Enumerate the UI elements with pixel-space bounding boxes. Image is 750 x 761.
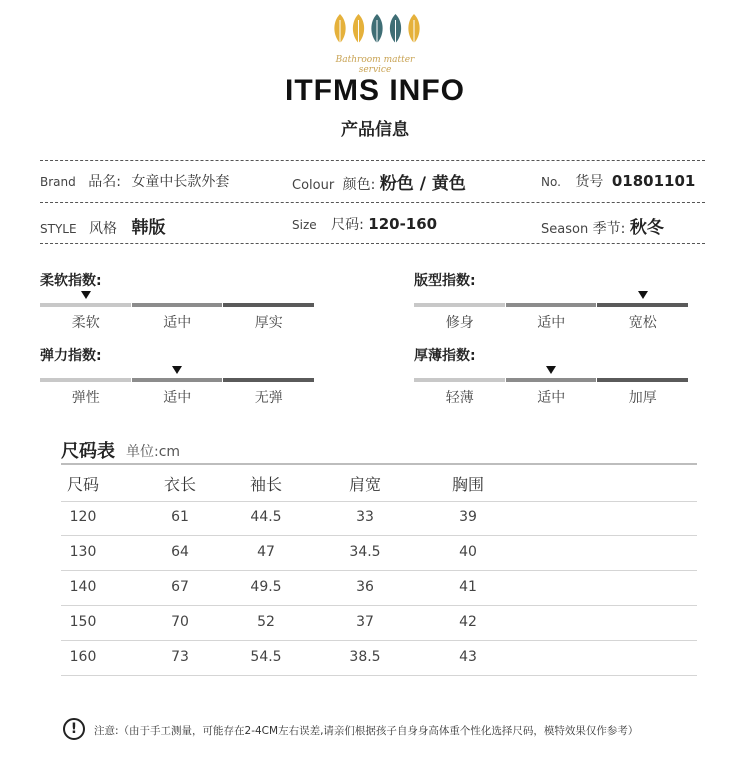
number-label-en: No. xyxy=(541,175,561,189)
thickness-scale-segment xyxy=(597,378,688,382)
size-table-unit: 单位:cm xyxy=(126,444,181,460)
elasticity-scale-segment xyxy=(132,378,223,382)
table-divider xyxy=(61,675,697,676)
style-field xyxy=(40,213,165,238)
number-label-cn: 货号 xyxy=(575,174,604,190)
season-label-cn: 季节: xyxy=(592,221,626,237)
elasticity-marker-icon xyxy=(172,366,182,374)
softness-marker-icon xyxy=(81,291,91,299)
fit-scale-segment xyxy=(414,303,505,307)
table-cell: 150 xyxy=(69,614,97,630)
softness-index-title: 柔软指数: xyxy=(40,273,102,289)
table-cell: 160 xyxy=(69,649,97,665)
size-label-en: Size xyxy=(292,218,317,232)
softness-option-label: 适中 xyxy=(163,315,192,331)
table-cell: 130 xyxy=(69,544,97,560)
fit-option-label: 适中 xyxy=(537,315,566,331)
fit-option-label: 修身 xyxy=(445,315,474,331)
table-cell: 40 xyxy=(459,544,477,560)
script-line-2: service xyxy=(358,65,392,75)
table-divider xyxy=(61,463,697,465)
table-cell: 67 xyxy=(171,579,189,595)
size-field xyxy=(292,214,437,234)
thickness-marker-icon xyxy=(546,366,556,374)
fit-option-label: 宽松 xyxy=(628,315,657,331)
elasticity-option-label: 无弹 xyxy=(254,390,283,406)
elasticity-scale-segment xyxy=(40,378,131,382)
table-cell: 140 xyxy=(69,579,97,595)
table-cell: 44.5 xyxy=(250,509,282,525)
colour-label-en: Colour xyxy=(292,178,335,193)
softness-scale-segment xyxy=(40,303,131,307)
table-cell: 70 xyxy=(171,614,189,630)
fit-index-title: 版型指数: xyxy=(414,273,476,289)
brand-label-en: Brand xyxy=(40,175,76,189)
elasticity-option-label: 适中 xyxy=(163,390,192,406)
table-header-cell: 尺码 xyxy=(66,475,99,494)
table-divider xyxy=(61,501,697,502)
table-divider xyxy=(61,640,697,641)
number-value: 01801101 xyxy=(611,172,696,190)
thickness-option-label: 加厚 xyxy=(628,390,657,406)
colour-field xyxy=(292,169,466,194)
number-field xyxy=(541,171,695,191)
thickness-index-title: 厚薄指数: xyxy=(414,348,476,364)
table-cell: 47 xyxy=(257,544,275,560)
table-cell: 120 xyxy=(69,509,97,525)
note-text: 注意:（由于手工测量，可能存在2-4CM左右误差,请亲们根据孩子自身身高体重个性化选择尺码，模特效果仅作参考） xyxy=(94,725,639,737)
style-label-en: STYLE xyxy=(40,222,77,236)
table-divider xyxy=(61,605,697,606)
table-cell: 43 xyxy=(459,649,477,665)
table-cell: 33 xyxy=(356,509,374,525)
table-cell: 38.5 xyxy=(349,649,381,665)
table-cell: 37 xyxy=(356,614,374,630)
leaves-icon xyxy=(331,12,423,52)
season-field xyxy=(541,213,664,238)
table-cell: 36 xyxy=(356,579,374,595)
colour-value: 粉色 / 黄色 xyxy=(379,174,466,194)
thickness-option-label: 轻薄 xyxy=(445,390,474,406)
thickness-option-label: 适中 xyxy=(537,390,566,406)
table-cell: 73 xyxy=(171,649,189,665)
table-header-cell: 衣长 xyxy=(163,475,196,494)
divider-bottom xyxy=(40,243,705,244)
table-cell: 64 xyxy=(171,544,189,560)
divider-top xyxy=(40,160,705,161)
table-cell: 61 xyxy=(171,509,189,525)
style-value: 韩版 xyxy=(131,218,166,238)
colour-label-cn: 颜色: xyxy=(342,177,376,193)
brand-label-cn: 品名: xyxy=(88,174,121,190)
thickness-scale-segment xyxy=(414,378,505,382)
warning-icon: ! xyxy=(63,718,85,740)
table-header-cell: 胸围 xyxy=(451,475,484,494)
season-value: 秋冬 xyxy=(629,218,664,238)
brand-value: 女童中长款外套 xyxy=(131,174,230,190)
softness-scale-segment xyxy=(223,303,314,307)
table-cell: 42 xyxy=(459,614,477,630)
fit-scale-segment xyxy=(506,303,597,307)
table-cell: 34.5 xyxy=(349,544,381,560)
page-subtitle: 产品信息 xyxy=(341,120,409,140)
size-label-cn: 尺码: xyxy=(331,217,364,233)
elasticity-scale-segment xyxy=(223,378,314,382)
table-cell: 52 xyxy=(257,614,275,630)
style-label-cn: 风格 xyxy=(89,221,117,237)
softness-scale-segment xyxy=(132,303,223,307)
table-cell: 54.5 xyxy=(250,649,282,665)
table-divider xyxy=(61,535,697,536)
softness-option-label: 柔软 xyxy=(71,315,100,331)
fit-marker-icon xyxy=(638,291,648,299)
size-value: 120-160 xyxy=(368,215,438,233)
fit-scale-segment xyxy=(597,303,688,307)
page-title: ITFMS INFO xyxy=(285,74,465,107)
thickness-scale-segment xyxy=(506,378,597,382)
table-cell: 41 xyxy=(459,579,477,595)
table-divider xyxy=(61,570,697,571)
elasticity-option-label: 弹性 xyxy=(71,390,100,406)
table-header-cell: 肩宽 xyxy=(348,475,381,494)
elasticity-index-title: 弹力指数: xyxy=(40,348,102,364)
table-header-cell: 袖长 xyxy=(249,475,282,494)
season-label-en: Season xyxy=(541,222,589,237)
divider-middle xyxy=(40,202,705,203)
size-table-title: 尺码表 xyxy=(61,441,115,462)
table-cell: 39 xyxy=(459,509,477,525)
script-line-1: Bathroom matter xyxy=(335,55,415,65)
softness-option-label: 厚实 xyxy=(254,315,283,331)
table-cell: 49.5 xyxy=(250,579,282,595)
brand-field xyxy=(40,171,229,191)
